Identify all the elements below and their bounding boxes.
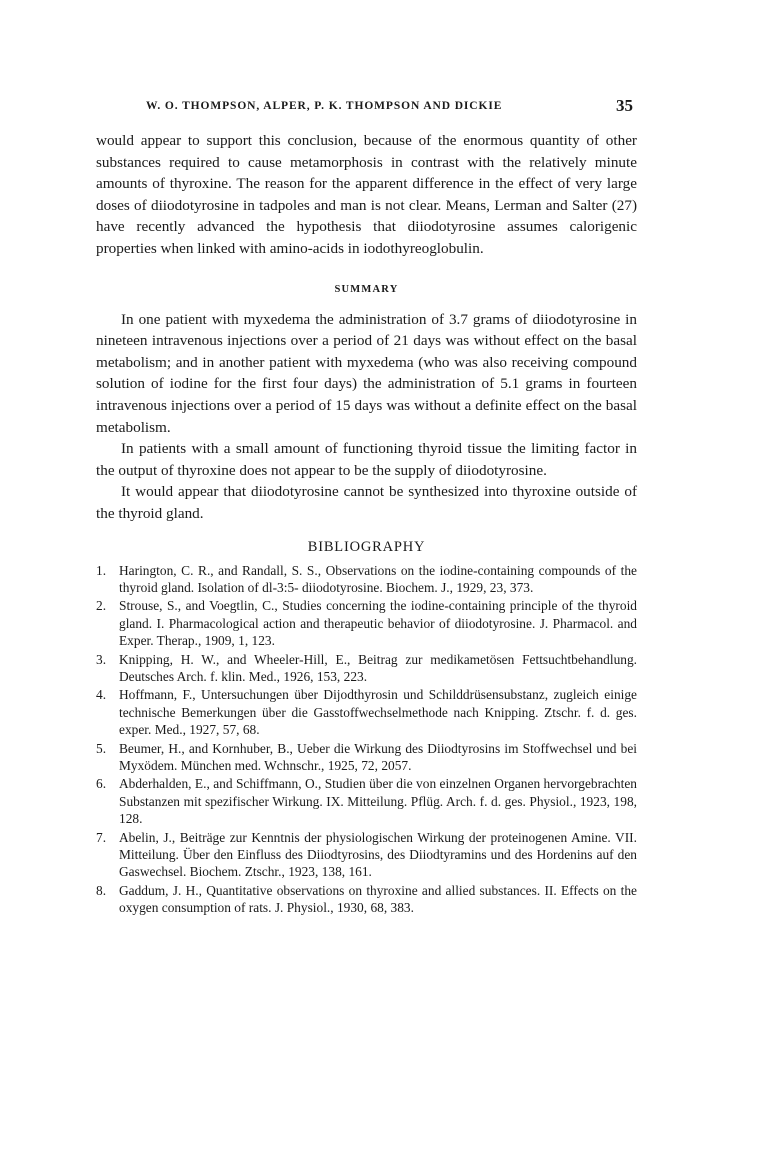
bibliography-heading: BIBLIOGRAPHY xyxy=(307,538,426,555)
bibliography-number: 3. xyxy=(96,651,107,667)
bibliography-number: 2. xyxy=(96,598,107,614)
bibliography-text: Abderhalden, E., and Schiffmann, O., Studien über die von einzelnen Organen hervorgebrachten Substanzen mit spezifischer Wirkung. IX. Mitteilung. Pflüg. Arch. f. d. ges. Physiol., 1923, 198, 128. xyxy=(119,776,637,827)
bibliography-entry xyxy=(96,597,637,649)
bibliography-entry xyxy=(96,562,637,597)
bibliography-number: 5. xyxy=(96,740,107,756)
bibliography-text: Harington, C. R., and Randall, S. S., Observations on the iodine-containing compounds of the thyroid gland. Isolation of dl-3:5- diiodotyrosine. Biochem. J., 1929, 23, 373. xyxy=(119,562,637,595)
running-head xyxy=(96,96,637,120)
bibliography-text: Hoffmann, F., Untersuchungen über Dijodthyrosin und Schilddrüsensubstanz, zugleich einige technische Bemerkungen über die Gasstoffwechselmethode nach Knipping. Ztschr. f. d. ges. exper. Med., 1927, 57, 68. xyxy=(119,687,637,738)
bibliography-entry xyxy=(96,882,637,917)
bibliography-entry xyxy=(96,686,637,738)
bibliography-number: 1. xyxy=(96,562,107,578)
bibliography-number: 4. xyxy=(96,687,107,703)
bibliography-number: 8. xyxy=(96,882,107,898)
bibliography-list xyxy=(96,562,637,917)
intro-paragraph: would appear to support this conclusion, because of the enormous quantity of other substances required to cause metamorphosis in contrast with the relatively minute amounts of thyroxine. The reason for the apparent difference in the effect of very large doses of diiodotyrosine in tadpoles and man is not clear. Means, Lerman and Salter (27) have recently advanced the hypothesis that diiodotyrosine assumes calorigenic properties when linked with amino-acids in iodothyreoglobulin. xyxy=(96,132,637,257)
page xyxy=(96,96,637,918)
bibliography-number: 6. xyxy=(96,776,107,792)
bibliography-entry xyxy=(96,829,637,881)
bibliography-entry xyxy=(96,740,637,775)
summary-paragraph-3: It would appear that diiodotyrosine cannot be synthesized into thyroxine outside of the thyroid gland. xyxy=(96,483,637,522)
bibliography-text: Strouse, S., and Voegtlin, C., Studies concerning the iodine-containing principle of the thyroid gland. I. Pharmacological action and therapeutic behavior of diiodotyrosine. J. Pharmacol. and Exper. Therap., 1909, 1, 123. xyxy=(119,598,637,649)
bibliography-entry xyxy=(96,775,637,827)
bibliography-number: 7. xyxy=(96,829,107,845)
bibliography-entry xyxy=(96,651,637,686)
page-number: 35 xyxy=(616,96,633,115)
running-title: W. O. THOMPSON, ALPER, P. K. THOMPSON AND DICKIE xyxy=(146,100,503,112)
bibliography-text: Beumer, H., and Kornhuber, B., Ueber die Wirkung des Diiodtyrosins im Stoffwechsel und bei Myxödem. München med. Wchnschr., 1925, 72, 2057. xyxy=(119,740,637,773)
summary-heading: SUMMARY xyxy=(334,283,399,295)
summary-paragraph-2: In patients with a small amount of functioning thyroid tissue the limiting factor in the output of thyroxine does not appear to be the supply of diiodotyrosine. xyxy=(96,440,637,479)
bibliography-text: Gaddum, J. H., Quantitative observations on thyroxine and allied substances. II. Effects on the oxygen consumption of rats. J. Physiol., 1930, 68, 383. xyxy=(119,882,637,916)
bibliography-text: Abelin, J., Beiträge zur Kenntnis der physiologischen Wirkung der proteinogenen Amine. VII. Mitteilung. Über den Einfluss des Diiodtyrosins, des Diiodtyramins und des Hordenins auf den Gaswechsel. Biochem. Ztschr., 1923, 138, 161. xyxy=(119,829,637,880)
bibliography-text: Knipping, H. W., and Wheeler-Hill, E., Beitrag zur medikametösen Fettsuchtbehandlung. Deutsches Arch. f. klin. Med., 1926, 153, 223. xyxy=(119,651,637,684)
summary-paragraph-1: In one patient with myxedema the administration of 3.7 grams of diiodotyrosine in nineteen intravenous injections over a period of 21 days was without effect on the basal metabolism; and in another patient with myxedema (who was also receiving compound solution of iodine for the first four days) the administration of 5.1 grams in fourteen intravenous injections over a period of 15 days was without a definite effect on the basal metabolism. xyxy=(96,310,637,436)
